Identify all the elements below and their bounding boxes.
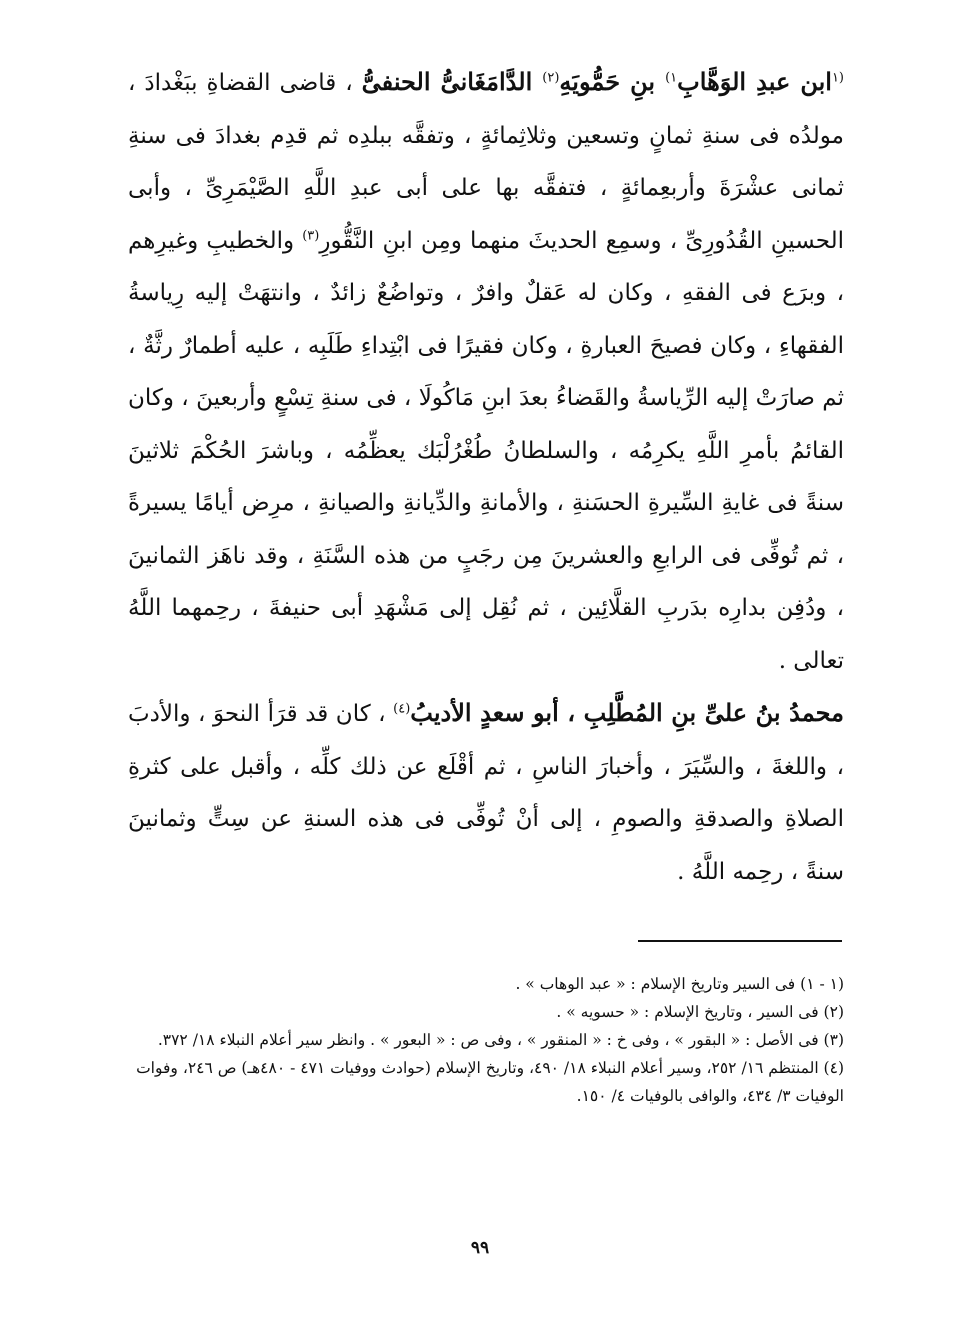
entry-name-1-part3: الدَّامَغَانىُّ الحنفىُّ <box>361 67 543 96</box>
footnote-ref-1-open: (١ <box>831 70 844 86</box>
entry-name-1: ابن عبدِ الوَهَّابِ <box>677 67 832 96</box>
biography-entry-2 <box>128 687 844 898</box>
footnote-ref-1-close: ١) <box>665 70 678 86</box>
main-text <box>128 56 844 898</box>
footnote-4: (٤) المنتظم ١٦/ ٢٥٢، وسير أعلام النبلاء ١٨/ ٤٩٠، وتاريخ الإسلام (حوادث ووفيات ٤٧١ - ٤٨٠هـ) ص ٢٤٦، وفوات الوفيات ٣/ ٤٣٤، والوافى بالوفيات ٤/ ١٥٠. <box>136 1059 844 1105</box>
biography-entry-1 <box>128 56 844 687</box>
footnote-3: (٣) فى الأصل : « البقور » ، وفى خ : « المنقور » ، وفى ص : « البعور » . وانظر سير أعلام النبلاء ١٨/ ٣٧٢. <box>157 1031 844 1049</box>
entry-name-1-part2: بنِ حَمُّويَهِ <box>559 67 666 96</box>
footnote-1: (١ - ١) فى السير وتاريخ الإسلام : « عبد الوهاب » . <box>515 975 844 993</box>
entry-name-2: محمدُ بنُ علىِّ بنِ المُطَّلِبِ ، أبو سعدٍ الأديبُ <box>410 698 845 727</box>
footnote-ref-4: (٤) <box>393 701 411 717</box>
page-number: ٩٩ <box>470 1238 490 1258</box>
footnotes <box>128 970 844 1110</box>
entry-body-2: ، كان قد قرَأ النحوَ ، والأدبَ ، واللغةَ ، والسِّيَرَ ، وأخبارَ الناسِ ، ثم أقْلَع عن ذلك كلِّه ، وأقبل على كثرةِ الصلاةِ والصدقةِ والصومِ ، إلى أنْ تُوفِّى فى هذه السنةِ عن سِتٍّ وثمانينَ سنةً ، رحِمه اللَّهُ . <box>128 701 844 885</box>
footnote-2: (٢) فى السير ، وتاريخ الإسلام : « حسويه » . <box>556 1003 844 1021</box>
entry-body-1: ، قاضى القضاةِ ببَغْدادَ ، مولدُه فى سنةِ ثمانٍ وتسعين وثلاثِمائةٍ ، وتفقَّه ببلدِه ثم قدِم بغدادَ فى سنةِ ثمانى عشْرَةَ وأربعِمائةٍ ، فتفقَّه بها على أبى عبدِ اللَّهِ الصَّيْمَرِىِّ ، وأبى الحسينِ القُدُورِىِّ ، وسمِع الحديثَ منهما ومِن ابنِ النَّقُّورِ <box>128 70 844 254</box>
entry-body-1-part2: والخطيبِ وغيرِهم ، وبرَع فى الفقهِ ، وكان له عَقلٌ وافرٌ ، وتواضُعٌ زائدٌ ، وانتهَتْ إليه رِياسةُ الفقهاءِ ، وكان فصيحَ العبارةِ ، وكان فقيرًا فى ابْتِداءِ طَلَبِه ، عليه أطمارٌ رثَّةٌ ، ثم صارَتْ إليه الرِّياسةُ والقَضاءُ بعدَ ابنِ مَاكُولَا ، فى سنةِ تِسْعٍ وأربعينَ ، وكان القائمُ بأمرِ اللَّهِ يكرِمُه ، والسلطانُ طُغْرُلْبَك يعظِّمُه ، وباشرَ الحُكْمَ ثلاثينَ سنةً فى غايةِ السِّيرةِ الحسَنةِ ، والأمانةِ والدِّيانةِ والصيانةِ ، مرِض أيامًا يسيرةً ، ثم تُوفِّى فى الرابعِ والعشرينَ مِن رجَبٍ من هذه السَّنَةِ ، وقد ناهَز الثمانينَ ، ودُفِن بدارِه بدَربِ القلَّائِين ، ثم نُقِل إلى مَشْهَدِ أبى حنيفةَ ، رحِمهما اللَّهُ تعالى . <box>128 227 844 674</box>
footnote-separator <box>638 940 842 942</box>
footnote-ref-3: (٣) <box>302 227 320 243</box>
footnote-ref-2: (٢) <box>542 70 560 86</box>
